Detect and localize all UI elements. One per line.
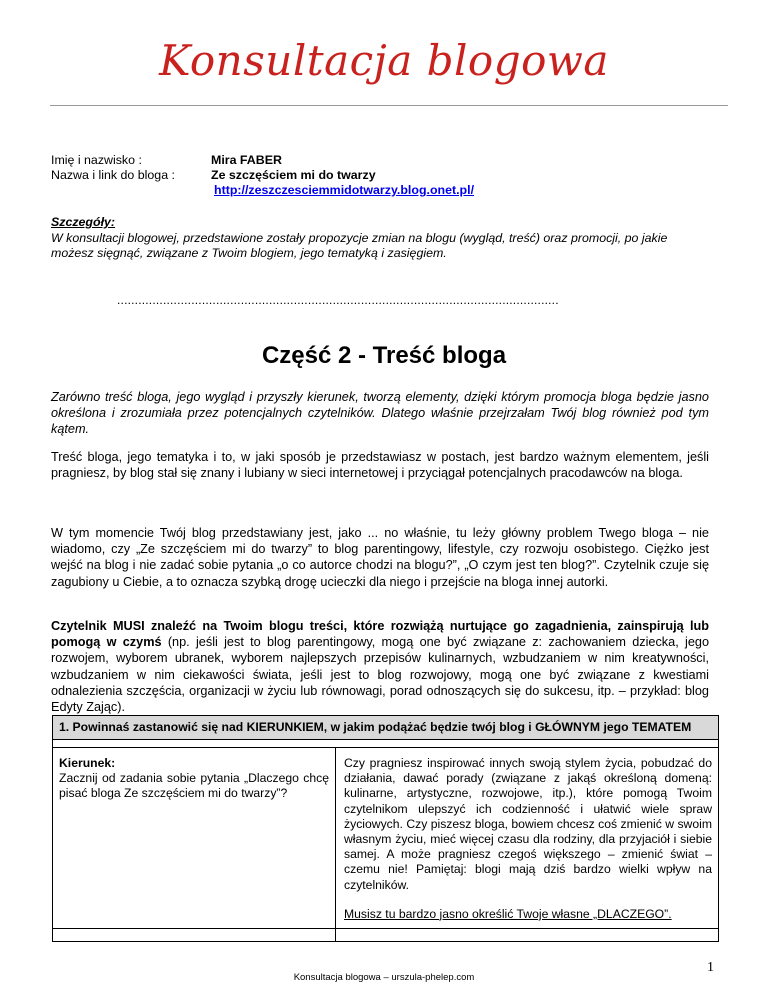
table-empty-cell-right (336, 929, 719, 942)
details-heading: Szczegóły: (51, 215, 116, 229)
title-divider (50, 105, 728, 106)
page-number: 1 (707, 960, 714, 975)
direction-question: Zacznij od zadania sobie pytania „Dlaczego chcę pisać bloga Ze szczęściem mi do twarzy”? (59, 771, 329, 800)
blog-label: Nazwa i link do bloga : (51, 168, 175, 182)
intro-paragraph: Zarówno treść bloga, jego wygląd i przyszły kierunek, tworzą elementy, dzięki którym promocja bloga będzie jasno określona i zrozumiała przez potencjalnych czytelników. Dlatego właśnie przejrzałam Twój blog również pod tym kątem. (51, 390, 709, 437)
table-header: 1. Powinnaś zastanowić się nad KIERUNKIEM, w jakim podążać będzie twój blog i GŁÓWNYM jego TEMATEM (53, 716, 719, 740)
dotted-separator: ............................................................................................................................. (117, 293, 559, 307)
blog-link[interactable]: http://zeszczesciemmidotwarzy.blog.onet.pl/ (214, 183, 475, 197)
document-title: Konsultacja blogowa (159, 36, 609, 85)
reader-paragraph-rest: (np. jeśli jest to blog parentingowy, mogą one być związane z: zachowaniem dziecka, jego rozwojem, wyborem ubranek, wyborem najlepszych przepisów kulinarnych, wzbudzaniem w nim kreatywności, wzbudzaniem w nim ciekawości świata, jeśli jest to blog rozwojowy, mogą one być związane z kwestiami odnalezienia szczęścia, organizacji w życiu lub równowagi, porad odnoszących się do sukcesu, itp. – przykład: blog Edyty Zając). (51, 635, 709, 715)
reader-paragraph-bold: Czytelnik MUSI znaleźć na Twoim blogu treści, które rozwiążą nurtujące go zagadnienia, zainspirują lub pomogą w czymś (51, 619, 709, 650)
table-right-cell (336, 748, 719, 929)
table-left-cell (53, 748, 336, 929)
direction-advice: Czy pragniesz inspirować innych swoją stylem życia, pobudzać do działania, dawać porady (związane z jakąś określoną domeną: kulinarne, artystyczne, rozwojowe, itp.), które pomogą Twoim czytelnikom ulepszyć ich codzienność i ułatwić wiele spraw życiowych. Czy piszesz bloga, bowiem chcesz coś zmienić w swoim własnym życiu, mieć więcej czasu dla rodziny, dla przyjaciół i siebie samej. A może pragniesz czegoś większego – zmienić świat – czemu nie! Pamiętaj: blogi mają dziś bardzo wielki wpływ na czytelników. (344, 756, 712, 892)
problem-paragraph: W tym momencie Twój blog przedstawiany jest, jako ... no właśnie, tu leży główny problem Twego bloga – nie wiadomo, czy „Ze szczęściem mi do twarzy” to blog parentingowy, lifestyle, czy rozwoju osobistego. Ciężko jest wejść na blog i nie zadać sobie pytania „o co autorce chodzi na blogu?”, „O czym jest ten blog?”. Czytelnik czuje się zagubiony u Ciebie, a to oznacza szybką drogę ucieczki dla niego i przejście na bloga innej autorki. (51, 526, 709, 589)
section-title: Część 2 - Treść bloga (261, 342, 507, 369)
table-empty-cell-left (53, 929, 336, 942)
direction-table (52, 715, 719, 942)
details-section (51, 215, 700, 262)
blog-name: Ze szczęściem mi do twarzy (211, 168, 376, 182)
name-label: Imię i nazwisko : (51, 153, 142, 167)
direction-title: Kierunek: (59, 756, 116, 770)
details-text: W konsultacji blogowej, przedstawione zostały propozycje zmian na blogu (wygląd, treść) oraz promocji, po jakie możesz sięgnąć, związane z Twoim blogiem, jego tematyką i zasięgiem. (51, 230, 668, 260)
page-footer: Konsultacja blogowa – urszula-phelep.com (293, 972, 475, 983)
direction-emphasis: Musisz tu bardzo jasno określić Twoje własne „DLACZEGO”. (344, 906, 672, 921)
name-value: Mira FABER (211, 153, 282, 167)
client-info (51, 153, 474, 198)
reader-paragraph (51, 618, 709, 715)
table-spacer (53, 740, 719, 748)
content-paragraph: Treść bloga, jego tematyka i to, w jaki sposób je przedstawiasz w postach, jest bardzo ważnym elementem, jeśli pragniesz, by blog stał się znany i lubiany w sieci internetowej i przyciągał potencjalnych pracodawców na bloga. (51, 450, 709, 481)
